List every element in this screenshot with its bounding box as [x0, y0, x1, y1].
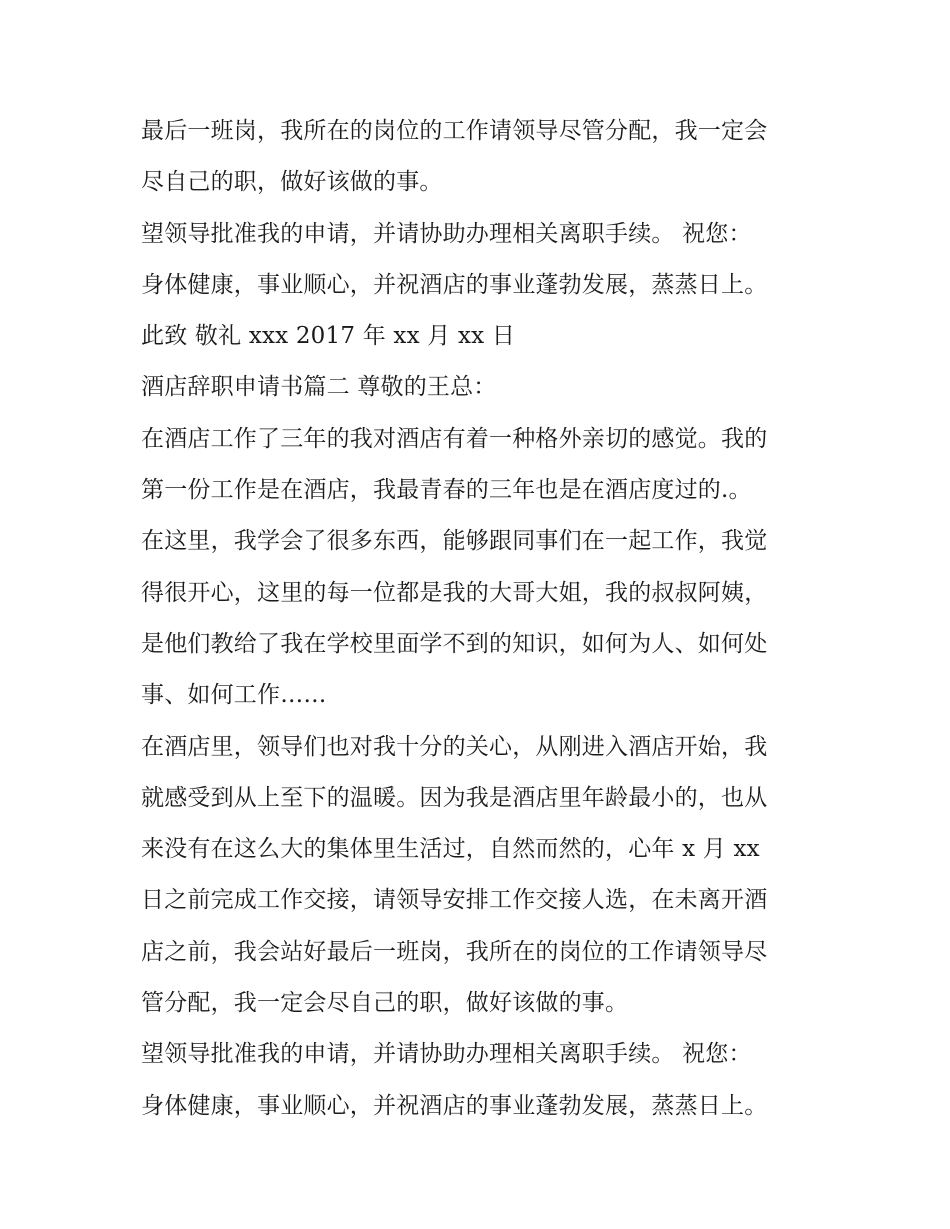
text-line: 此致 敬礼 xxx 2017 年 xx 月 xx 日 [141, 323, 516, 350]
text-line: 尽自己的职，做好该做的事。 [141, 169, 443, 196]
text-line: 得很开心，这里的每一位都是我的大哥大姐，我的叔叔阿姨， [141, 579, 768, 606]
text-line: 身体健康，事业顺心，并祝酒店的事业蓬勃发展，蒸蒸日上。 [141, 1092, 768, 1119]
text-line: 是他们教给了我在学校里面学不到的知识，如何为人、如何处 [141, 630, 768, 657]
text-line: 日之前完成工作交接，请领导安排工作交接人选，在未离开酒 [141, 887, 768, 914]
text-line: 第一份工作是在酒店，我最青春的三年也是在酒店度过的.。 [141, 477, 752, 504]
text-line: 事、如何工作…… [141, 682, 327, 709]
section-title: 酒店辞职申请书篇二 尊敬的王总： [141, 374, 497, 401]
text-line: 就感受到从上至下的温暖。因为我是酒店里年龄最小的，也从 [141, 784, 768, 811]
text-line: 在酒店工作了三年的我对酒店有着一种格外亲切的感觉。我的 [141, 425, 768, 452]
text-line: 最后一班岗，我所在的岗位的工作请领导尽管分配，我一定会 [141, 118, 768, 144]
text-line: 在这里，我学会了很多东西，能够跟同事们在一起工作，我觉 [141, 528, 768, 555]
text-line: 身体健康，事业顺心，并祝酒店的事业蓬勃发展，蒸蒸日上。 [141, 271, 768, 298]
text-line: 管分配，我一定会尽自己的职，做好该做的事。 [141, 990, 629, 1017]
text-line: 来没有在这么大的集体里生活过，自然而然的，心年 x 月 xx [141, 836, 760, 863]
text-line: 在酒店里，领导们也对我十分的关心，从刚进入酒店开始，我 [141, 733, 768, 760]
text-line: 望领导批准我的申请，并请协助办理相关离职手续。 祝您： [141, 220, 752, 247]
document-body [141, 106, 831, 1132]
text-line: 店之前，我会站好最后一班岗，我所在的岗位的工作请领导尽 [141, 938, 768, 965]
text-line: 望领导批准我的申请，并请协助办理相关离职手续。 祝您： [141, 1041, 752, 1068]
